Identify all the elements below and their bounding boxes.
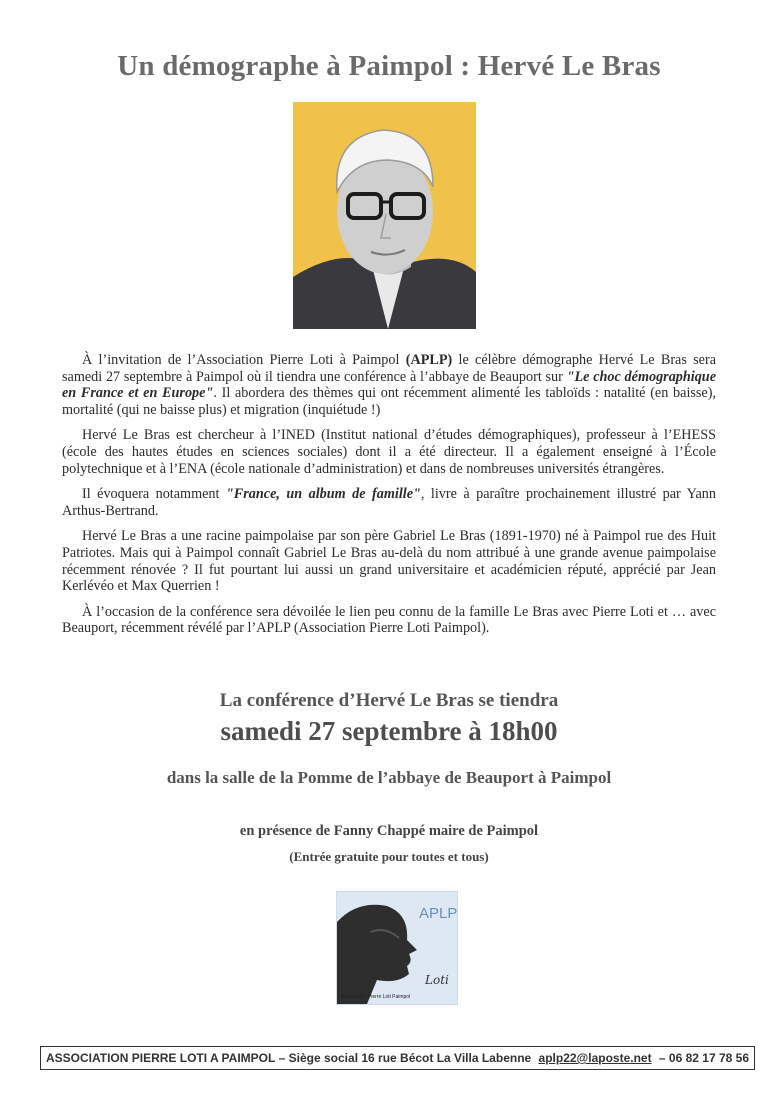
paragraph-book: Il évoquera notamment "France, un album de famille", livre à paraître prochainement illustré par Yann Arthus-Bertrand. <box>62 486 716 519</box>
logo-signature: Loti <box>425 973 449 987</box>
page-title: Un démographe à Paimpol : Hervé Le Bras <box>117 50 661 82</box>
portrait-photo <box>293 102 476 329</box>
paragraph-bio: Hervé Le Bras est chercheur à l’INED (Institut national d’études démographiques), professeur à l’EHESS (école des hautes études en sciences sociales) dont il a été directeur. Il a également enseigné à l’École polytechnique et à l’ENA (école nationale d’administration) et dans de nombreuses universités étrangères. <box>62 427 716 477</box>
logo-text: APLP <box>419 905 457 922</box>
announcement-venue: dans la salle de la Pomme de l’abbaye de Beauport à Paimpol <box>166 768 612 787</box>
paragraph-reveal: À l’occasion de la conférence sera dévoilée le lien peu connu de la famille Le Bras avec Pierre Loti et … avec Beauport, récemment révélé par l’APLP (Association Pierre Loti Paimpol). <box>62 603 716 637</box>
paragraph-invitation: À l’invitation de l’Association Pierre Loti à Paimpol (APLP) le célèbre démographe Hervé Le Bras sera samedi 27 septembre à Paimpol où il tiendra une conférence à l’abbaye de Beauport sur "Le choc démographique en France et en Europe". Il abordera des thèmes qui ont récemment alimenté les tabloïds : natalité (en baisse), mortalité (qui ne baisse plus) et migration (inquiétude !) <box>62 352 716 418</box>
announcement-date: samedi 27 septembre à 18h00 <box>220 716 558 746</box>
logo-caption: Association Pierre Loti Paimpol <box>341 994 411 1000</box>
footer-phone: – 06 82 17 78 56 <box>655 1051 750 1065</box>
announcement-line1: La conférence d’Hervé Le Bras se tiendra <box>219 690 559 711</box>
footer-org: ASSOCIATION PIERRE LOTI A PAIMPOL <box>45 1051 276 1065</box>
paragraph-family: Hervé Le Bras a une racine paimpolaise par son père Gabriel Le Bras (1891-1970) né à Paimpol rue des Huit Patriotes. Mais qui à Paimpol connaît Gabriel Le Bras au-delà du nom attribué à une grande avenue paimpolaise récemment rénovée ? Il fut pourtant lui aussi un grand universitaire et académicien réputé, apprécié par Jean Kerlévéo et Max Querrien ! <box>62 528 716 595</box>
footer-email-link[interactable]: aplp22@laposte.net <box>538 1051 652 1065</box>
announcement-entry: (Entrée gratuite pour toutes et tous) <box>289 849 489 864</box>
announcement-mayor: en présence de Fanny Chappé maire de Paimpol <box>239 823 539 839</box>
footer-contact <box>40 1046 755 1070</box>
article-body <box>62 352 716 646</box>
footer-address: – Siège social 16 rue Bécot La Villa Labenne <box>275 1051 535 1065</box>
aplp-logo <box>336 891 458 1005</box>
portrait-illustration <box>293 102 476 329</box>
aplp-logo-illustration <box>337 892 457 1004</box>
